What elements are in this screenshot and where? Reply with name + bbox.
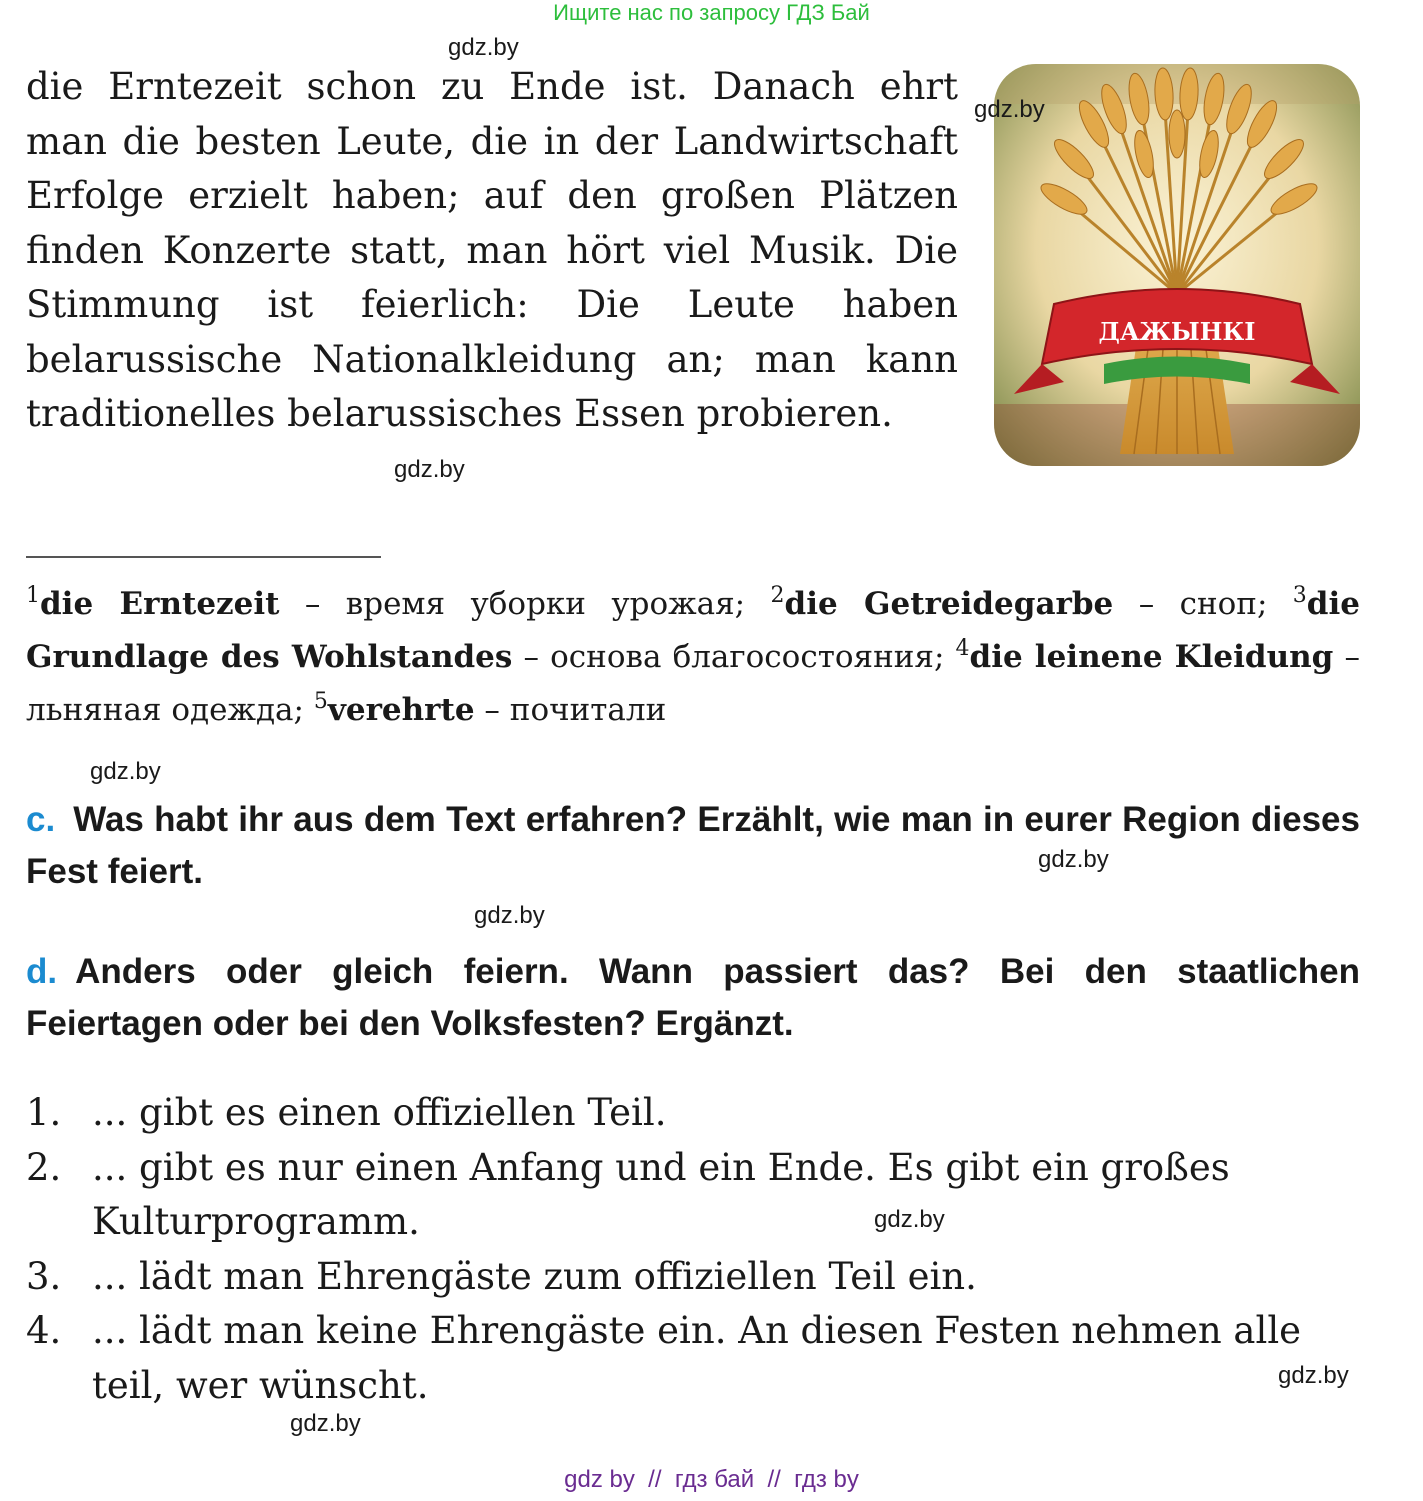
footnote-translation: – сноп; bbox=[1138, 586, 1268, 622]
footnote-number: 2 bbox=[770, 583, 785, 608]
task-c bbox=[26, 794, 1360, 898]
footnotes bbox=[26, 578, 1360, 737]
list-text: ... gibt es einen offiziellen Teil. bbox=[92, 1091, 667, 1134]
task-letter: d. bbox=[26, 952, 58, 991]
dazhynki-image bbox=[994, 64, 1360, 466]
list-number: 1. bbox=[26, 1091, 62, 1134]
footnote-translation: – время уборки урожая; bbox=[304, 586, 746, 622]
watermark: gdz.by bbox=[394, 456, 465, 483]
watermark: gdz.by bbox=[1278, 1362, 1349, 1389]
task-text: Anders oder gleich feiern. Wann passiert das? Bei den staatlichen Feiertagen oder bei den Volksfesten? Ergänzt. bbox=[26, 952, 1360, 1043]
watermark: gdz.by bbox=[974, 96, 1045, 123]
task-text: Was habt ihr aus dem Text erfahren? Erzählt, wie man in eurer Region dieses Fest feiert. bbox=[26, 800, 1360, 891]
watermark: gdz.by bbox=[474, 902, 545, 929]
footnote-translation: – почитали bbox=[484, 692, 667, 728]
task-d bbox=[26, 946, 1360, 1050]
footnote-term: die Grundlage des Wohlstandes bbox=[26, 586, 1360, 675]
watermark: gdz.by bbox=[1038, 846, 1109, 873]
bottom-bar[interactable]: gdz by // гдз бай // гдз by bbox=[564, 1466, 859, 1493]
footnote-number: 3 bbox=[1292, 583, 1307, 608]
list-number: 4. bbox=[26, 1309, 62, 1352]
list-item bbox=[26, 1086, 1360, 1141]
list-text: ... lädt man Ehrengäste zum offiziellen Teil ein. bbox=[92, 1254, 977, 1298]
list-item bbox=[26, 1304, 1360, 1413]
footnote-term: die Erntezeit bbox=[40, 586, 280, 622]
body-paragraph: die Erntezeit schon zu Ende ist. Danach ehrt man die besten Leute, die in der Landwirtschaft Erfolge erzielt haben; auf den großen Plätzen finden Konzerte statt, man hört viel Musik. Die Stimmung ist feierlich: Die Leute haben belarussische Nationalkleidung an; man kann traditionelles belarussisches Essen probieren. bbox=[26, 65, 958, 435]
list-number: 2. bbox=[26, 1145, 62, 1189]
watermark: gdz.by bbox=[448, 34, 519, 61]
footnote-translation: – льняная одежда; bbox=[26, 639, 1360, 728]
footnote-number: 4 bbox=[955, 636, 970, 661]
footnote-translation: – основа благосостояния; bbox=[523, 639, 945, 675]
list-text: ... lädt man keine Ehrengäste ein. An diesen Festen nehmen alle teil, wer wünscht. bbox=[92, 1309, 1302, 1407]
top-banner[interactable]: Ищите нас по запросу ГДЗ Бай bbox=[553, 0, 870, 25]
list-number: 3. bbox=[26, 1254, 62, 1298]
list-item bbox=[26, 1250, 1360, 1305]
wheat-sheaf-illustration bbox=[994, 64, 1360, 466]
footnote-term: die leinene Kleidung bbox=[969, 639, 1334, 675]
list-text: ... gibt es nur einen Anfang und ein Ende. Es gibt ein großes Kulturprogramm. bbox=[92, 1145, 1230, 1243]
task-letter: c. bbox=[26, 800, 56, 839]
footnote-term: verehrte bbox=[327, 692, 475, 728]
watermark: gdz.by bbox=[290, 1410, 361, 1437]
footnote-number: 1 bbox=[26, 583, 40, 608]
watermark: gdz.by bbox=[874, 1206, 945, 1233]
watermark: gdz.by bbox=[90, 758, 161, 785]
answer-list bbox=[26, 1086, 1360, 1413]
list-item bbox=[26, 1141, 1360, 1250]
ribbon-label: ДАЖЫНКІ bbox=[1098, 317, 1256, 346]
footnote-divider bbox=[26, 556, 381, 558]
footnote-number: 5 bbox=[313, 689, 328, 714]
footnote-term: die Getreidegarbe bbox=[784, 586, 1114, 622]
